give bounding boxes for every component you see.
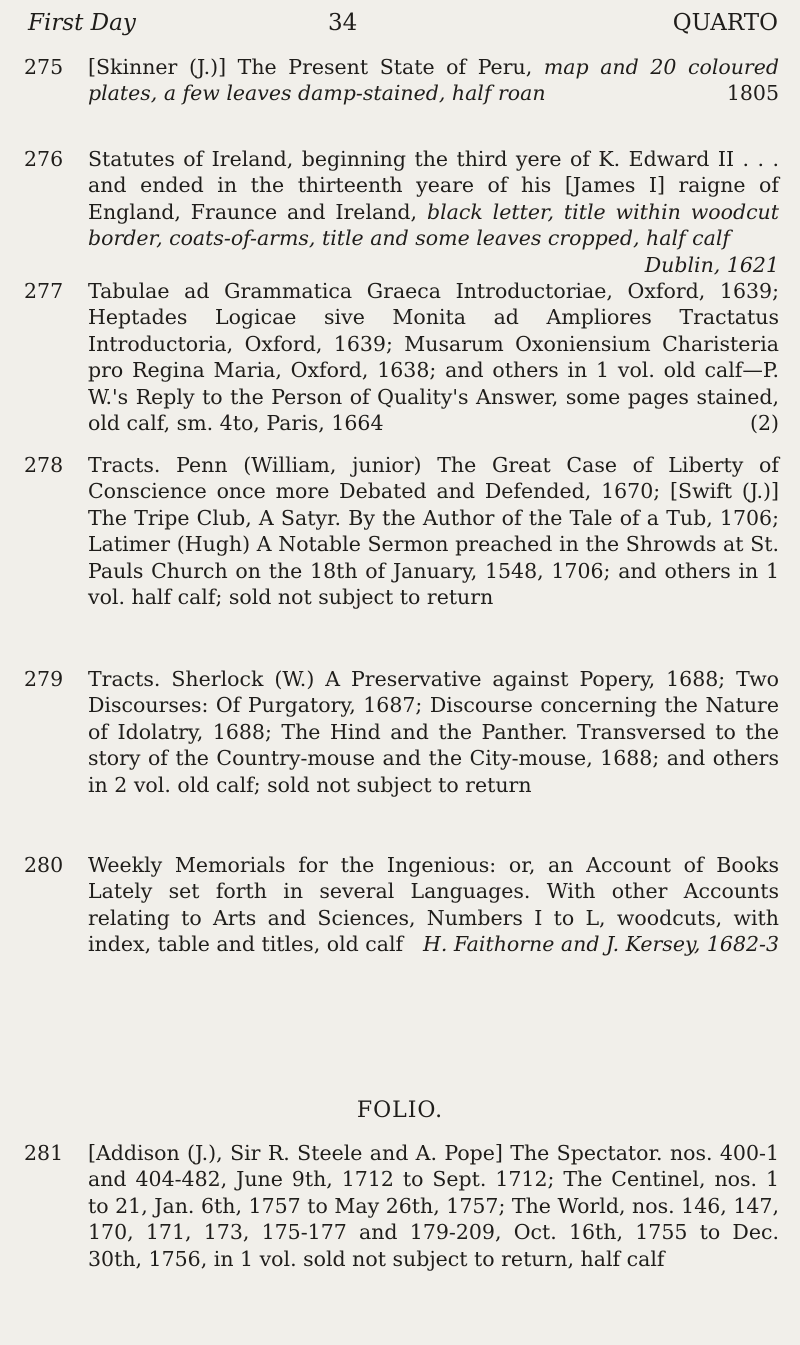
lot-number: 278 [24, 453, 64, 477]
lot-number: 276 [24, 147, 64, 171]
lot-description: [Skinner (J.)] The Present State of Peru, map and 20 coloured plates, a few leaves damp-stained, half roan 1805 [88, 55, 779, 106]
lot-entry [24, 278, 779, 436]
lot-number: 275 [24, 55, 64, 79]
lot-entry [24, 1140, 779, 1272]
lot-place-date: H. Faithorne and J. Kersey, 1682-3 [422, 932, 779, 957]
lot-entry [24, 666, 779, 798]
lot-entry [24, 146, 779, 278]
lot-entry [24, 452, 779, 610]
lot-count: (2) [749, 411, 779, 436]
sale-day: First Day [28, 10, 136, 36]
lot-date: 1805 [726, 81, 779, 106]
lot-number: 281 [24, 1141, 64, 1165]
lot-description: [Addison (J.), Sir R. Steele and A. Pope] The Spectator. nos. 400-1 and 404-482, June 9th, 1712 to Sept. 1712; The Centinel, nos. 1 to 21, Jan. 6th, 1757 to May 26th, 1757; The World, nos. 146, 147, 170, 171, 173, 175-177 and 179-209, Oct. 16th, 1755 to Dec. 30th, 1756, in 1 vol. sold not subject to return, half calf [88, 1141, 779, 1271]
page-header [28, 10, 778, 40]
lot-number: 279 [24, 667, 64, 691]
section-heading: FOLIO. [356, 1098, 444, 1123]
page-number: 34 [328, 10, 358, 36]
lot-entry [24, 852, 779, 958]
lot-description: Tracts. Sherlock (W.) A Preservative against Popery, 1688; Two Discourses: Of Purgatory, 1687; Discourse concerning the Nature of Idolatry, 1688; The Hind and the Panther. Transversed to the story of the Country-mouse and the City-mouse, 1688; and others in 2 vol. old calf; sold not subject to return [88, 667, 779, 797]
lot-description: Statutes of Ireland, beginning the third yere of K. Edward II . . . and ended in the thirteenth yeare of his [James I] raigne of England, Fraunce and Ireland, black letter, title within woodcut border, coats-of-arms, title and some leaves cropped, half calf Dublin, 1621 [88, 147, 779, 277]
lot-entry [24, 54, 779, 107]
lot-number: 277 [24, 279, 64, 303]
lot-number: 280 [24, 853, 64, 877]
lot-description: Weekly Memorials for the Ingenious: or, an Account of Books Lately set forth in several Languages. With other Accounts relating to Arts and Sciences, Numbers I to L, woodcuts, with index, table and titles, old calf H. Faithorne and J. Kersey, 1682-3 [88, 853, 779, 957]
lot-place-date: Dublin, 1621 [644, 252, 779, 277]
format-heading: QUARTO [672, 10, 778, 36]
lot-description: Tracts. Penn (William, junior) The Great Case of Liberty of Conscience once more Debated and Defended, 1670; [Swift (J.)] The Tripe Club, A Satyr. By the Author of the Tale of a Tub, 1706; Latimer (Hugh) A Notable Sermon preached in the Shrowds at St. Pauls Church on the 18th of January, 1548, 1706; and others in 1 vol. half calf; sold not subject to return [88, 453, 779, 610]
lot-description: Tabulae ad Grammatica Graeca Introductoriae, Oxford, 1639; Heptades Logicae sive Monita ad Ampliores Tractatus Introductoria, Oxford, 1639; Musarum Oxoniensium Charisteria pro Regina Maria, Oxford, 1638; and others in 1 vol. old calf—P. W.'s Reply to the Person of Quality's Answer, some pages stained, old calf, sm. 4to, Paris, 1664 (2) [88, 279, 779, 436]
